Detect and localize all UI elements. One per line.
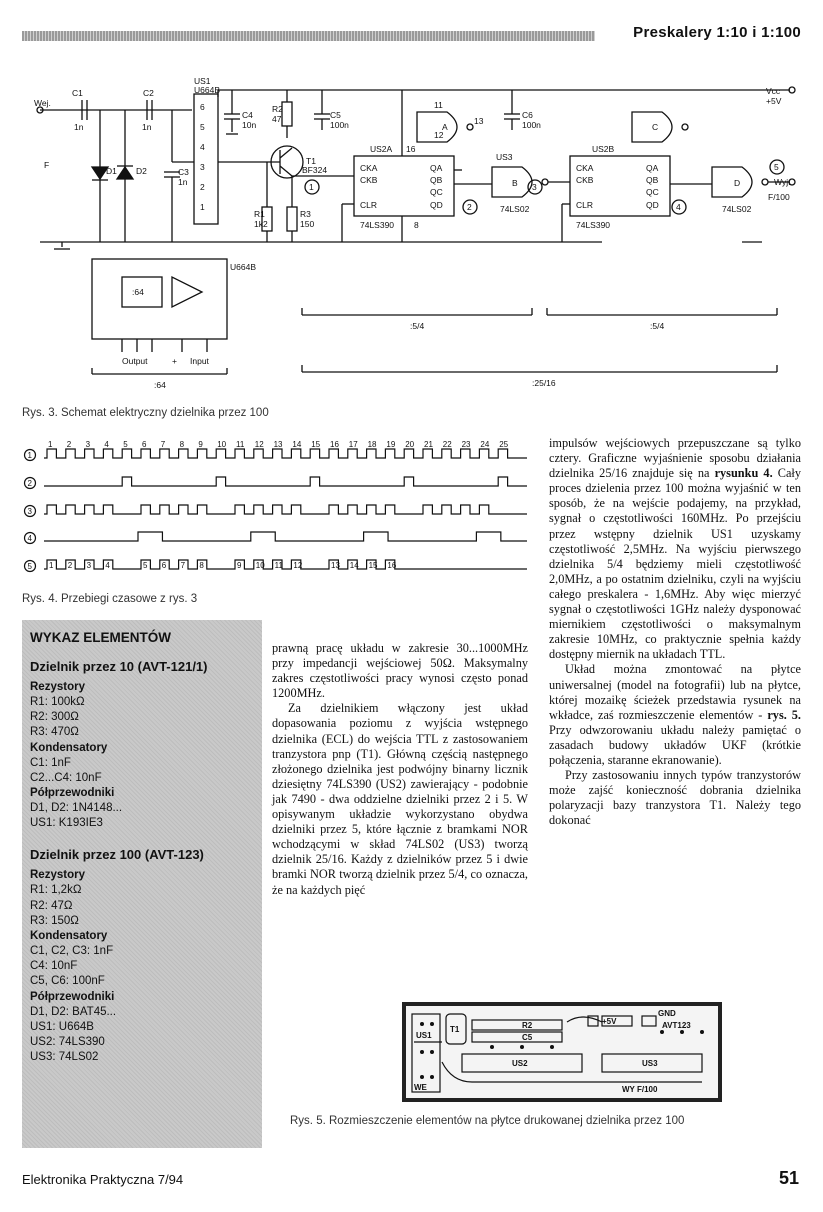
pcb-we: WE [414, 1083, 427, 1092]
pulse-number: 6 [142, 440, 147, 449]
pulse-number-row5: 9 [237, 561, 242, 570]
parts-sec2-title: Dzielnik przez 100 (AVT-123) [30, 847, 204, 863]
parts-cat: Półprzewodniki [30, 990, 115, 1003]
parts-cat: Rezystory [30, 869, 85, 882]
sch-r3v: 150 [300, 219, 315, 229]
pulse-number: 21 [424, 440, 433, 449]
wave-row-label: 4 [27, 534, 32, 543]
sch-us3t: 74LS02 [500, 204, 530, 214]
pulse-number: 4 [104, 440, 109, 449]
pulse-number-row5: 8 [199, 561, 204, 570]
col3-p1a: impulsów wejściowych przepuszczane są tylko cztery. Graficzne wyjaśnienie sposobu działania dzielnika 25/16 znajduje się na [549, 436, 801, 481]
pulse-number-row5: 6 [161, 561, 167, 570]
sch-gate-a: A [442, 122, 448, 132]
pulse-number: 18 [367, 440, 377, 449]
pulse-number: 19 [386, 440, 396, 449]
sch-vcc: Vcc [766, 86, 781, 96]
sch-us2b-qd: QD [646, 200, 659, 210]
fig5-caption: Rys. 5. Rozmieszczenie elementów na płytce drukowanej dzielnika przez 100 [290, 1115, 685, 1127]
wave-1 [44, 449, 527, 458]
sch-us1: US1 [194, 76, 211, 86]
sch-c3v: 1n [178, 177, 188, 187]
wave-row-label: 3 [27, 507, 32, 516]
sch-us3: US3 [496, 152, 513, 162]
sch-us1-p1: 1 [200, 202, 205, 212]
parts-list-box [22, 620, 262, 1148]
pulse-number: 7 [160, 440, 166, 449]
pcb-wy: WY F/100 [622, 1085, 658, 1094]
wave-row-label: 1 [27, 451, 32, 460]
parts-list-title: WYKAZ ELEMENTÓW [30, 630, 171, 645]
sch-node4: 4 [676, 202, 681, 212]
sch-ga-p11: 11 [434, 100, 443, 110]
parts-item: R1: 100kΩ [30, 696, 85, 708]
sch-us3t-2: 74LS02 [722, 204, 752, 214]
sch-node2: 2 [467, 202, 472, 212]
pulse-number: 22 [442, 440, 452, 449]
sch-us1-p6: 6 [200, 102, 205, 112]
wave-row-label: 2 [27, 479, 32, 488]
col3-p2a: Układ można zmontować na płytce uniwersalnej (model na fotografii) lub na płytce, której mozaikę ścieżek przedstawia rysunek na wkładce, zaś rozmieszczenie elementów - [549, 662, 801, 722]
sch-us1-p3: 3 [200, 162, 205, 172]
sch-ga-p12: 12 [434, 130, 444, 140]
sch-us2a-qb: QB [430, 175, 443, 185]
pulse-number: 10 [217, 440, 227, 449]
sch-us2b-qa: QA [646, 163, 659, 173]
sch-outv: F/100 [768, 192, 790, 202]
pcb-c5: C5 [522, 1033, 533, 1042]
pulse-number-row5: 2 [67, 561, 73, 570]
sch-t1: T1 [306, 156, 316, 166]
sch-div-64: :64 [154, 380, 166, 390]
col3-p1c: Cały proces dzielenia przez 100 można wyjaśnić w ten sposób, że na wejście podajemy, na przykład, sygnał o częstotliwości 160MHz. Po przejściu przez wstępny dzielnik US1 uzyskamy częstotliwość 2,5MHz. Na wyjściu pierwszego dzielnika 5/4 będziemy mieli częstotliwość 2,0MHz, a po ostatnim dzielniku, czyli na wyjściu całego preskalera - 1,6MHz. Aby więc mierzyć sygnał o częstotliwości 1GHz należy dysponować miernikiem częstotliwości o maksymalnym zakresie 10MHz, co praktycznie spełnia każdy dostępny miernik na układach TTL. [549, 466, 801, 662]
pulse-number-row5: 16 [387, 561, 397, 570]
sch-c2v: 1n [142, 122, 152, 132]
sch-c4: C4 [242, 110, 253, 120]
col3-p2c: Przy odwzorowaniu układu należy pamiętać o zasadach budowy układów UKF (krótkie połączenia, staranne ekranowanie). [549, 722, 801, 767]
parts-cat: Półprzewodniki [30, 787, 115, 800]
col3-para-3: Przy zastosowaniu innych typów tranzystorów może zajść konieczność dobrania dzielnika polaryzacji bazy tranzystora T1. Należy tego dokonać [549, 768, 801, 828]
fig4-caption: Rys. 4. Przebiegi czasowe z rys. 3 [22, 593, 198, 605]
sch-us2b-qb: QB [646, 175, 659, 185]
fig4-ref: rysunku 4. [714, 466, 773, 481]
sch-div-54b: :5/4 [650, 321, 665, 331]
col3-para-1 [549, 436, 801, 662]
sch-r2: R2 [272, 104, 283, 114]
sch-c4v: 10n [242, 120, 257, 130]
pcb-layout-figure [402, 1002, 722, 1102]
pulse-number: 8 [179, 440, 185, 449]
sch-f-label: F [44, 160, 50, 170]
parts-item: US2: 74LS390 [30, 1036, 105, 1049]
parts-item: C1, C2, C3: 1nF [30, 945, 114, 958]
wave-3 [44, 505, 527, 514]
pulse-number-row5: 3 [86, 561, 92, 570]
article-column-3 [549, 436, 801, 828]
sch-us2a-p8: 8 [414, 220, 419, 230]
pulse-number-row5: 12 [293, 561, 303, 570]
parts-cat: Kondensatory [30, 741, 108, 754]
fig3-caption: Rys. 3. Schemat elektryczny dzielnika przez 100 [22, 407, 269, 419]
sch-block-input: Input [190, 356, 209, 366]
sch-us2a-p16: 16 [406, 144, 416, 154]
sch-d1: D1 [106, 166, 117, 176]
sch-block-title: U664B [230, 262, 256, 272]
sch-block-div: :64 [132, 287, 144, 297]
wave-2 [44, 477, 527, 486]
parts-item: R2: 47Ω [30, 899, 73, 912]
sch-c1: C1 [72, 88, 83, 98]
pulse-number-row5: 10 [255, 561, 265, 570]
sch-div-54a: :5/4 [410, 321, 425, 331]
pulse-number-row5: 15 [368, 561, 378, 570]
pulse-number: 17 [348, 440, 358, 449]
pcb-us2: US2 [512, 1059, 528, 1068]
sch-us1t: U664B [194, 85, 220, 95]
pulse-number: 3 [85, 440, 91, 449]
sch-gate-c: C [652, 122, 659, 132]
sch-block-output: Output [122, 356, 148, 366]
sch-r2v: 47 [272, 114, 282, 124]
sch-out: Wyj. [774, 177, 791, 187]
parts-item: C1: 1nF [30, 756, 71, 769]
parts-item: R1: 1,2kΩ [30, 884, 82, 897]
sch-d2: D2 [136, 166, 147, 176]
sch-node5: 5 [774, 162, 779, 172]
pulse-number: 15 [311, 440, 321, 449]
running-header: Preskalery 1:10 i 1:100 [633, 24, 801, 41]
parts-cat: Rezystory [30, 681, 85, 693]
sch-node3: 3 [532, 182, 537, 192]
sch-c2: C2 [143, 88, 154, 98]
article-column-2 [272, 641, 528, 898]
parts-item: US1: U664B [30, 1020, 94, 1033]
pulse-number-row5: 1 [49, 561, 54, 570]
pcb-gnd: GND [658, 1009, 676, 1018]
wave-4 [44, 532, 527, 541]
parts-item: R2: 300Ω [30, 711, 79, 724]
sch-r1: R1 [254, 209, 265, 219]
pcb-us3: US3 [642, 1059, 658, 1068]
pulse-number-row5: 4 [105, 561, 110, 570]
sch-c6: C6 [522, 110, 533, 120]
pulse-number: 24 [480, 440, 490, 449]
sch-us2at: 74LS390 [360, 220, 395, 230]
pulse-number: 16 [330, 440, 339, 449]
wave-5 [44, 560, 527, 569]
sch-div-2516: :25/16 [532, 378, 556, 388]
pcb-plus5: +5V [602, 1017, 617, 1026]
fig5-ref: rys. 5. [767, 707, 801, 722]
parts-item: C5, C6: 100nF [30, 975, 105, 988]
sch-ga-p13: 13 [474, 116, 484, 126]
parts-cat: Kondensatory [30, 930, 108, 943]
pulse-number-row5: 7 [180, 561, 186, 570]
sch-c6v: 100n [522, 120, 541, 130]
parts-sec1-title: Dzielnik przez 10 (AVT-121/1) [30, 659, 208, 674]
parts-item: C2...C4: 10nF [30, 771, 102, 784]
sch-us1-p4: 4 [200, 142, 205, 152]
sch-c5v: 100n [330, 120, 349, 130]
parts-item: D1, D2: 1N4148... [30, 802, 123, 815]
sch-us1-p5: 5 [200, 122, 205, 132]
schematic-figure [22, 72, 802, 402]
pcb-t1: T1 [450, 1025, 460, 1034]
parts-item: R3: 150Ω [30, 914, 79, 927]
pulse-number: 9 [198, 440, 203, 449]
sch-us2a-qd: QD [430, 200, 443, 210]
header-decor-bar [22, 31, 595, 41]
sch-us2a-qc: QC [430, 187, 443, 197]
sch-block-plus: + [172, 356, 177, 366]
sch-vccv: +5V [766, 96, 782, 106]
pulse-number-row5: 13 [331, 561, 340, 570]
pulse-number: 25 [499, 440, 509, 449]
sch-us2b-clr: CLR [576, 200, 594, 210]
sch-us2b-ckb: CKB [576, 175, 594, 185]
sch-gate-d: D [734, 178, 741, 188]
parts-item: C4: 10nF [30, 960, 78, 973]
sch-node1: 1 [309, 182, 314, 192]
parts-item: US1: K193IE3 [30, 817, 103, 830]
sch-us2a-qa: QA [430, 163, 443, 173]
pulse-number-row5: 11 [274, 561, 283, 570]
pcb-r2: R2 [522, 1021, 533, 1030]
parts-item: D1, D2: BAT45... [30, 1005, 117, 1018]
footer-journal: Elektronika Praktyczna 7/94 [22, 1172, 184, 1187]
pulse-number-row5: 14 [349, 561, 359, 570]
sch-r3: R3 [300, 209, 311, 219]
sch-us2a: US2A [370, 144, 393, 154]
wave-row-label: 5 [27, 562, 32, 571]
pulse-number: 1 [48, 440, 53, 449]
timing-diagram [22, 436, 532, 586]
sch-r1v: 1k2 [254, 219, 268, 229]
sch-gate-b: B [512, 178, 518, 188]
parts-item: US3: 74LS02 [30, 1051, 99, 1064]
pcb-avt: AVT123 [662, 1021, 691, 1030]
col2-para-2: Za dzielnikiem włączony jest układ dopasowania poziomu z wyjścia wstępnego dzielnika (ECL) do wejścia TTL z zastosowaniem tranzystora pnp (T1). Główną częścią następnego złożonego dzielnika jest podwójny binarny licznik dziesiętny 74LS390 (US2) zawierający - podobnie jak 7490 - dwa oddzielne dzielniki przez 2 i 5. W opisywanym układzie wykorzystano obydwa dzielniki przez 5, które łącznie z bramkami NOR wchodzącymi w skład 74LS02 (US3) tworzą dzielnik 25/16. Każdy z dzielników przez 5 i dwie bramki NOR tworzą dzielnik przez 5/4, co oznacza, że na każdych pięć [272, 701, 528, 897]
pulse-number: 11 [236, 440, 245, 449]
parts-item: R3: 470Ω [30, 726, 79, 739]
sch-us2b-cka: CKA [576, 163, 594, 173]
pulse-number: 14 [292, 440, 302, 449]
pcb-us1: US1 [416, 1031, 432, 1040]
sch-us2b: US2B [592, 144, 615, 154]
sch-us2a-ckb: CKB [360, 175, 378, 185]
sch-t1t: BF324 [302, 165, 328, 175]
col3-para-2 [549, 662, 801, 768]
page-number: 51 [778, 1168, 799, 1188]
sch-c1v: 1n [74, 122, 84, 132]
sch-us2a-clr: CLR [360, 200, 378, 210]
pulse-number: 2 [66, 440, 72, 449]
sch-us2b-qc: QC [646, 187, 659, 197]
sch-c5: C5 [330, 110, 341, 120]
sch-us1-p2: 2 [200, 182, 205, 192]
sch-input-label: Wej. [34, 98, 51, 108]
sch-us2a-cka: CKA [360, 163, 378, 173]
pulse-number: 12 [254, 440, 264, 449]
col2-para-1: prawną pracę układu w zakresie 30...1000MHz przy impedancji wejściowej 50Ω. Maksymalny zakres częstotliwości pracy wynosi często ponad 1200MHz. [272, 641, 528, 701]
sch-us2bt: 74LS390 [576, 220, 611, 230]
pulse-number: 5 [123, 440, 128, 449]
pulse-number: 23 [461, 440, 471, 449]
pulse-number: 13 [273, 440, 283, 449]
pulse-number: 20 [405, 440, 415, 449]
sch-c3: C3 [178, 167, 189, 177]
pulse-number-row5: 5 [143, 561, 148, 570]
